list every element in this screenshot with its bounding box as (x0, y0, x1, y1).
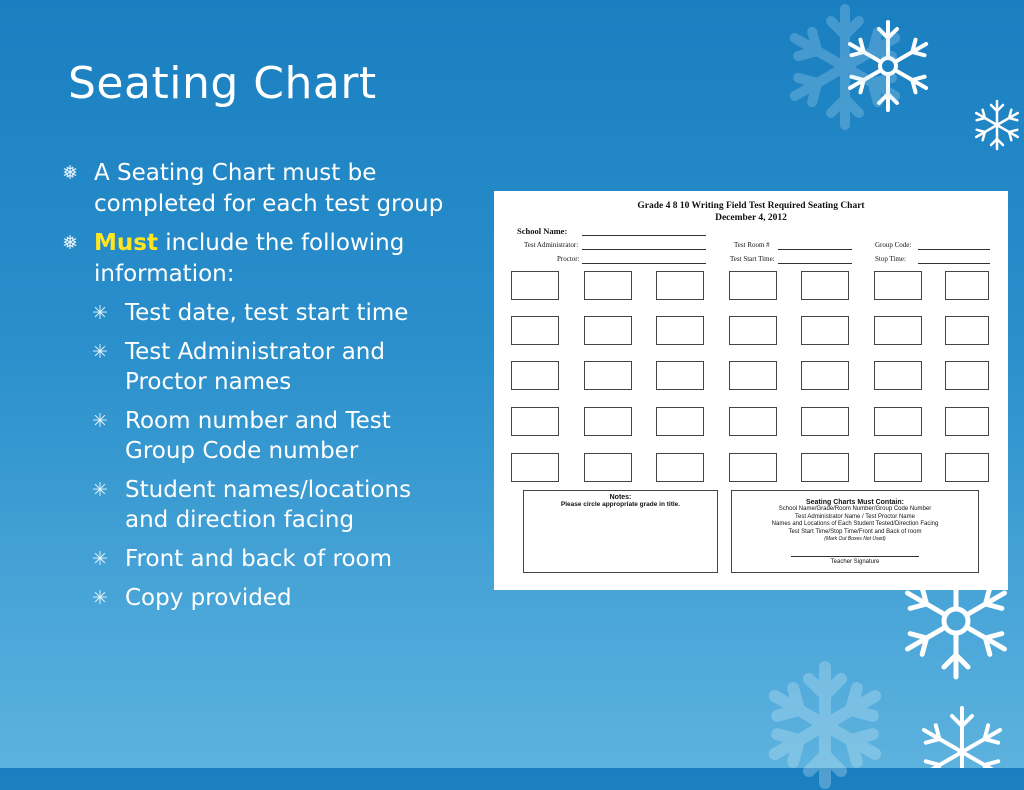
must-contain-line: Test Administrator Name / Test Proctor Name (795, 513, 915, 520)
notes-title: Notes: (609, 494, 632, 501)
sub-bullet-text: Front and back of room (125, 546, 393, 572)
seating-chart-image (494, 191, 1008, 590)
sub-bullet-item (62, 298, 492, 328)
asterisk-bullet-icon: ✳ (92, 548, 108, 570)
asterisk-bullet-icon: ✳ (92, 302, 108, 324)
sub-bullet-text: Proctor names (125, 369, 292, 395)
desk-box (656, 453, 704, 482)
desk-box (656, 316, 704, 345)
asterisk-bullet-icon: ✳ (92, 479, 108, 501)
desk-box (801, 271, 849, 300)
slide-title: Seating Chart (68, 58, 377, 109)
desk-box (511, 453, 559, 482)
desk-box (511, 271, 559, 300)
desk-box (729, 271, 777, 300)
sub-bullet-text: and direction facing (125, 507, 355, 533)
proctor-line (582, 263, 706, 264)
snowflake-bullet-icon: ❅ (62, 232, 78, 254)
desk-box (945, 407, 989, 436)
snowflake-icon (970, 98, 1024, 152)
sub-bullet-item (62, 337, 492, 397)
asterisk-bullet-icon: ✳ (92, 341, 108, 363)
desk-box (874, 271, 922, 300)
desk-box (511, 316, 559, 345)
bullet-item (62, 158, 492, 220)
desk-box (729, 316, 777, 345)
sub-bullet-text: Test date, test start time (125, 300, 409, 326)
sub-bullet-item (62, 406, 492, 466)
bullet-text: information: (94, 261, 235, 287)
desk-box (945, 453, 989, 482)
desk-box (729, 453, 777, 482)
desk-box (945, 316, 989, 345)
sub-bullet-text: Copy provided (125, 585, 292, 611)
desk-box (584, 271, 632, 300)
desk-box (511, 361, 559, 390)
notes-text: Please circle appropriate grade in title. (560, 501, 681, 508)
desk-box (945, 361, 989, 390)
signature-label: Teacher Signature (830, 559, 880, 565)
start-time-line (778, 263, 852, 264)
bullet-item (62, 228, 492, 290)
snowflake-bullet-icon: ❅ (62, 162, 78, 184)
desk-box (874, 316, 922, 345)
desk-box (945, 271, 989, 300)
sub-bullet-item (62, 583, 492, 613)
chart-image-date: December 4, 2012 (715, 213, 787, 223)
sub-bullet-text: Room number and Test (125, 408, 391, 434)
desk-box (656, 407, 704, 436)
sub-bullet-item (62, 475, 492, 535)
desk-box (584, 316, 632, 345)
stop-time-line (918, 263, 990, 264)
desk-box (584, 361, 632, 390)
desk-box (511, 407, 559, 436)
must-contain-note: (Mark Out Boxes Not Used) (824, 536, 886, 542)
school-name-label: School Name: (517, 226, 568, 236)
sub-bullet-text: Group Code number (125, 438, 359, 464)
test-admin-label: Test Administrator: (524, 241, 579, 249)
bullet-list (62, 158, 492, 622)
desk-box (801, 407, 849, 436)
snowflake-icon (912, 702, 1012, 768)
must-contain-box (731, 490, 979, 573)
bullet-text: A Seating Chart must be (94, 160, 377, 186)
snowflake-icon (760, 660, 890, 790)
sub-bullet-item (62, 544, 492, 574)
desk-box (729, 407, 777, 436)
asterisk-bullet-icon: ✳ (92, 410, 108, 432)
desk-box (874, 361, 922, 390)
desk-box (801, 361, 849, 390)
emphasis-text: Must (94, 230, 158, 256)
test-admin-line (582, 249, 706, 250)
group-code-label: Group Code: (875, 241, 912, 249)
start-time-label: Test Start Time: (730, 255, 775, 263)
chart-image-title: Grade 4 8 10 Writing Field Test Required Seating Chart (637, 201, 865, 211)
signature-line (791, 556, 919, 557)
test-room-line (778, 249, 852, 250)
school-name-line (582, 235, 706, 236)
snowflake-icon (780, 2, 910, 132)
notes-box (523, 490, 718, 573)
desk-box (656, 361, 704, 390)
desk-box (584, 453, 632, 482)
desk-box (584, 407, 632, 436)
desk-box (874, 453, 922, 482)
must-contain-title: Seating Charts Must Contain: (805, 499, 904, 506)
group-code-line (918, 249, 990, 250)
proctor-label: Proctor: (557, 255, 580, 263)
bullet-text: include the following (157, 230, 405, 256)
desk-box (801, 453, 849, 482)
bullet-text: completed for each test group (94, 191, 444, 217)
sub-bullet-text: Student names/locations (125, 477, 412, 503)
test-room-label: Test Room # (734, 241, 770, 249)
desk-box (656, 271, 704, 300)
must-contain-line: Names and Locations of Each Student Tested/Direction Facing (771, 521, 939, 527)
desk-box (801, 316, 849, 345)
stop-time-label: Stop Time: (875, 255, 906, 263)
desk-box (729, 361, 777, 390)
must-contain-line: Test Start Time/Stop Time/Front and Back of room (788, 528, 922, 535)
desk-box (874, 407, 922, 436)
asterisk-bullet-icon: ✳ (92, 587, 108, 609)
sub-bullet-text: Test Administrator and (125, 339, 385, 365)
must-contain-line: School Name/Grade/Room Number/Group Code Number (778, 506, 932, 512)
